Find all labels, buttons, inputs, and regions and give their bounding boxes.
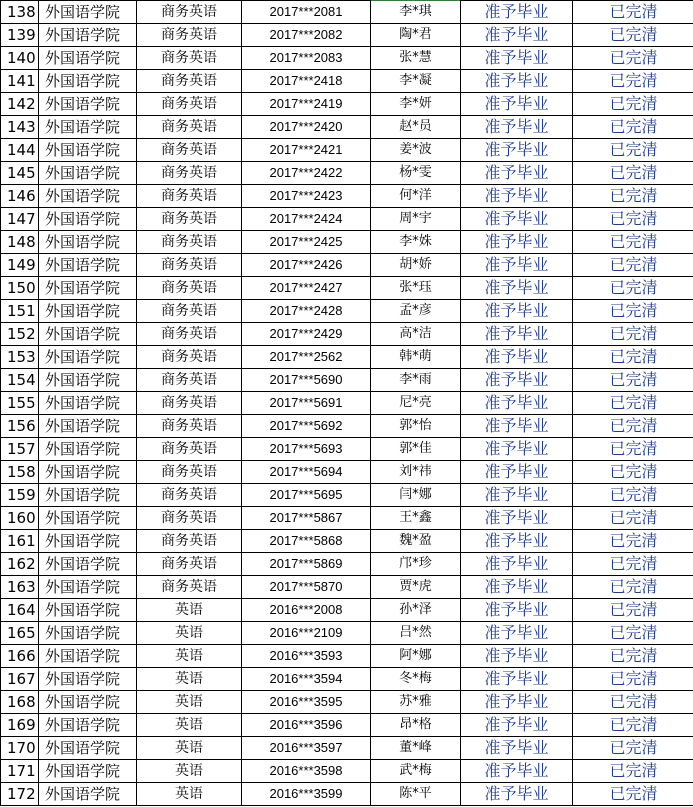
clearance-status-cell[interactable]: 已完清 [573, 714, 693, 737]
student-name-cell[interactable]: 赵*员 [371, 116, 461, 139]
clearance-status-cell[interactable]: 已完清 [573, 139, 693, 162]
student-name-cell[interactable]: 苏*雅 [371, 691, 461, 714]
student-name-cell[interactable]: 李*琪 [371, 1, 461, 24]
row-number[interactable]: 155 [1, 392, 39, 415]
student-id-cell[interactable]: 2016***3594 [242, 668, 371, 691]
row-number[interactable]: 149 [1, 254, 39, 277]
college-cell[interactable]: 外国语学院 [39, 599, 137, 622]
graduation-result-cell[interactable]: 准予毕业 [461, 70, 573, 93]
row-number[interactable]: 161 [1, 530, 39, 553]
graduation-result-cell[interactable]: 准予毕业 [461, 576, 573, 599]
table-row [1, 24, 693, 47]
major-cell[interactable]: 商务英语 [137, 461, 242, 484]
table-row [1, 530, 693, 553]
major-cell[interactable]: 商务英语 [137, 507, 242, 530]
clearance-status-cell[interactable]: 已完清 [573, 254, 693, 277]
major-cell[interactable]: 商务英语 [137, 530, 242, 553]
student-id-cell[interactable]: 2017***5867 [242, 507, 371, 530]
table-row [1, 484, 693, 507]
college-cell[interactable]: 外国语学院 [39, 346, 137, 369]
table-row [1, 70, 693, 93]
table-row [1, 277, 693, 300]
clearance-status-cell[interactable]: 已完清 [573, 461, 693, 484]
row-number[interactable]: 144 [1, 139, 39, 162]
student-id-cell[interactable]: 2017***2422 [242, 162, 371, 185]
table-row [1, 231, 693, 254]
student-id-cell[interactable]: 2017***2429 [242, 323, 371, 346]
clearance-status-cell[interactable]: 已完清 [573, 116, 693, 139]
student-name-cell[interactable]: 王*鑫 [371, 507, 461, 530]
clearance-status-cell[interactable]: 已完清 [573, 277, 693, 300]
student-id-cell[interactable]: 2016***2109 [242, 622, 371, 645]
clearance-status-cell[interactable]: 已完清 [573, 346, 693, 369]
row-number[interactable]: 162 [1, 553, 39, 576]
clearance-status-cell[interactable]: 已完清 [573, 438, 693, 461]
clearance-status-cell[interactable]: 已完清 [573, 208, 693, 231]
row-number[interactable]: 145 [1, 162, 39, 185]
student-name-cell[interactable]: 吕*然 [371, 622, 461, 645]
row-number[interactable]: 138 [1, 1, 39, 24]
college-cell[interactable]: 外国语学院 [39, 93, 137, 116]
student-id-cell[interactable]: 2017***2424 [242, 208, 371, 231]
row-number[interactable]: 147 [1, 208, 39, 231]
row-number[interactable]: 140 [1, 47, 39, 70]
table-row [1, 254, 693, 277]
student-id-cell[interactable]: 2017***2426 [242, 254, 371, 277]
graduation-result-cell[interactable]: 准予毕业 [461, 346, 573, 369]
major-cell[interactable]: 英语 [137, 714, 242, 737]
college-cell[interactable]: 外国语学院 [39, 783, 137, 806]
student-name-cell[interactable]: 郭*怡 [371, 415, 461, 438]
student-name-cell[interactable]: 邝*珍 [371, 553, 461, 576]
graduation-result-cell[interactable]: 准予毕业 [461, 231, 573, 254]
student-name-cell[interactable]: 李*凝 [371, 70, 461, 93]
graduation-result-cell[interactable]: 准予毕业 [461, 461, 573, 484]
major-cell[interactable]: 商务英语 [137, 93, 242, 116]
student-name-cell[interactable]: 武*梅 [371, 760, 461, 783]
student-id-cell[interactable]: 2016***3597 [242, 737, 371, 760]
graduation-result-cell[interactable]: 准予毕业 [461, 162, 573, 185]
student-name-cell[interactable]: 杨*雯 [371, 162, 461, 185]
table-row [1, 622, 693, 645]
major-cell[interactable]: 英语 [137, 668, 242, 691]
clearance-status-cell[interactable]: 已完清 [573, 737, 693, 760]
row-number[interactable]: 151 [1, 300, 39, 323]
major-cell[interactable]: 英语 [137, 737, 242, 760]
graduation-result-cell[interactable]: 准予毕业 [461, 553, 573, 576]
clearance-status-cell[interactable]: 已完清 [573, 783, 693, 806]
major-cell[interactable]: 商务英语 [137, 162, 242, 185]
student-id-cell[interactable]: 2017***2425 [242, 231, 371, 254]
major-cell[interactable]: 商务英语 [137, 484, 242, 507]
graduation-result-cell[interactable]: 准予毕业 [461, 392, 573, 415]
row-number[interactable]: 148 [1, 231, 39, 254]
table-row [1, 645, 693, 668]
major-cell[interactable]: 商务英语 [137, 70, 242, 93]
major-cell[interactable]: 商务英语 [137, 208, 242, 231]
graduation-result-cell[interactable]: 准予毕业 [461, 714, 573, 737]
college-cell[interactable]: 外国语学院 [39, 553, 137, 576]
table-row [1, 47, 693, 70]
college-cell[interactable]: 外国语学院 [39, 185, 137, 208]
graduation-result-cell[interactable]: 准予毕业 [461, 24, 573, 47]
row-number[interactable]: 158 [1, 461, 39, 484]
graduation-result-cell[interactable]: 准予毕业 [461, 116, 573, 139]
student-id-cell[interactable]: 2017***2082 [242, 24, 371, 47]
row-number[interactable]: 171 [1, 760, 39, 783]
college-cell[interactable]: 外国语学院 [39, 162, 137, 185]
row-number[interactable]: 165 [1, 622, 39, 645]
table-row [1, 668, 693, 691]
row-number[interactable]: 150 [1, 277, 39, 300]
student-id-cell[interactable]: 2017***5695 [242, 484, 371, 507]
table-row [1, 346, 693, 369]
row-number[interactable]: 152 [1, 323, 39, 346]
student-name-cell[interactable]: 姜*波 [371, 139, 461, 162]
student-name-cell[interactable]: 刘*祎 [371, 461, 461, 484]
student-id-cell[interactable]: 2017***5868 [242, 530, 371, 553]
student-name-cell[interactable]: 何*洋 [371, 185, 461, 208]
student-id-cell[interactable]: 2017***2420 [242, 116, 371, 139]
major-cell[interactable]: 商务英语 [137, 24, 242, 47]
student-name-cell[interactable]: 孙*泽 [371, 599, 461, 622]
student-id-cell[interactable]: 2017***5694 [242, 461, 371, 484]
graduation-result-cell[interactable]: 准予毕业 [461, 300, 573, 323]
major-cell[interactable]: 商务英语 [137, 576, 242, 599]
graduation-result-cell[interactable]: 准予毕业 [461, 622, 573, 645]
row-number[interactable]: 143 [1, 116, 39, 139]
college-cell[interactable]: 外国语学院 [39, 277, 137, 300]
college-cell[interactable]: 外国语学院 [39, 208, 137, 231]
major-cell[interactable]: 商务英语 [137, 553, 242, 576]
row-number[interactable]: 167 [1, 668, 39, 691]
college-cell[interactable]: 外国语学院 [39, 507, 137, 530]
student-name-cell[interactable]: 孟*彦 [371, 300, 461, 323]
college-cell[interactable]: 外国语学院 [39, 645, 137, 668]
clearance-status-cell[interactable]: 已完清 [573, 47, 693, 70]
college-cell[interactable]: 外国语学院 [39, 576, 137, 599]
row-number[interactable]: 146 [1, 185, 39, 208]
student-name-cell[interactable]: 李*妍 [371, 93, 461, 116]
student-id-cell[interactable]: 2017***2083 [242, 47, 371, 70]
student-id-cell[interactable]: 2017***5692 [242, 415, 371, 438]
student-name-cell[interactable]: 昂*格 [371, 714, 461, 737]
graduation-result-cell[interactable]: 准予毕业 [461, 668, 573, 691]
student-id-cell[interactable]: 2017***2421 [242, 139, 371, 162]
student-name-cell[interactable]: 魏*盈 [371, 530, 461, 553]
major-cell[interactable]: 商务英语 [137, 139, 242, 162]
student-id-cell[interactable]: 2016***2008 [242, 599, 371, 622]
student-name-cell[interactable]: 胡*娇 [371, 254, 461, 277]
college-cell[interactable]: 外国语学院 [39, 461, 137, 484]
graduation-result-cell[interactable]: 准予毕业 [461, 254, 573, 277]
table-row [1, 208, 693, 231]
row-number[interactable]: 160 [1, 507, 39, 530]
student-id-cell[interactable]: 2016***3598 [242, 760, 371, 783]
row-number[interactable]: 157 [1, 438, 39, 461]
student-id-cell[interactable]: 2016***3593 [242, 645, 371, 668]
student-id-cell[interactable]: 2017***2427 [242, 277, 371, 300]
student-id-cell[interactable]: 2017***2562 [242, 346, 371, 369]
table-row [1, 93, 693, 116]
table-row [1, 760, 693, 783]
college-cell[interactable]: 外国语学院 [39, 323, 137, 346]
student-name-cell[interactable]: 陈*平 [371, 783, 461, 806]
student-id-cell[interactable]: 2016***3599 [242, 783, 371, 806]
major-cell[interactable]: 商务英语 [137, 1, 242, 24]
graduation-result-cell[interactable]: 准予毕业 [461, 760, 573, 783]
student-name-cell[interactable]: 韩*萌 [371, 346, 461, 369]
college-cell[interactable]: 外国语学院 [39, 231, 137, 254]
graduation-result-cell[interactable]: 准予毕业 [461, 530, 573, 553]
college-cell[interactable]: 外国语学院 [39, 70, 137, 93]
student-id-cell[interactable]: 2017***5691 [242, 392, 371, 415]
graduation-result-cell[interactable]: 准予毕业 [461, 484, 573, 507]
table-row [1, 162, 693, 185]
row-number[interactable]: 170 [1, 737, 39, 760]
table-row [1, 737, 693, 760]
graduation-result-cell[interactable]: 准予毕业 [461, 208, 573, 231]
college-cell[interactable]: 外国语学院 [39, 415, 137, 438]
table-row [1, 599, 693, 622]
row-number[interactable]: 141 [1, 70, 39, 93]
clearance-status-cell[interactable]: 已完清 [573, 622, 693, 645]
clearance-status-cell[interactable]: 已完清 [573, 185, 693, 208]
major-cell[interactable]: 商务英语 [137, 346, 242, 369]
college-cell[interactable]: 外国语学院 [39, 369, 137, 392]
table-row [1, 691, 693, 714]
major-cell[interactable]: 商务英语 [137, 323, 242, 346]
graduation-result-cell[interactable]: 准予毕业 [461, 93, 573, 116]
clearance-status-cell[interactable]: 已完清 [573, 1, 693, 24]
student-id-cell[interactable]: 2017***5693 [242, 438, 371, 461]
graduation-result-cell[interactable]: 准予毕业 [461, 323, 573, 346]
major-cell[interactable]: 英语 [137, 645, 242, 668]
table-row [1, 139, 693, 162]
student-name-cell[interactable]: 尼*亮 [371, 392, 461, 415]
clearance-status-cell[interactable]: 已完清 [573, 760, 693, 783]
student-id-cell[interactable]: 2017***2418 [242, 70, 371, 93]
table-row [1, 507, 693, 530]
college-cell[interactable]: 外国语学院 [39, 737, 137, 760]
student-name-cell[interactable]: 李*雨 [371, 369, 461, 392]
student-name-cell[interactable]: 冬*梅 [371, 668, 461, 691]
clearance-status-cell[interactable]: 已完清 [573, 24, 693, 47]
row-number[interactable]: 159 [1, 484, 39, 507]
table-row [1, 438, 693, 461]
clearance-status-cell[interactable]: 已完清 [573, 93, 693, 116]
student-name-cell[interactable]: 张*珏 [371, 277, 461, 300]
student-name-cell[interactable]: 李*姝 [371, 231, 461, 254]
graduation-result-cell[interactable]: 准予毕业 [461, 599, 573, 622]
college-cell[interactable]: 外国语学院 [39, 116, 137, 139]
clearance-status-cell[interactable]: 已完清 [573, 507, 693, 530]
row-number[interactable]: 164 [1, 599, 39, 622]
college-cell[interactable]: 外国语学院 [39, 300, 137, 323]
graduation-result-cell[interactable]: 准予毕业 [461, 438, 573, 461]
college-cell[interactable]: 外国语学院 [39, 484, 137, 507]
college-cell[interactable]: 外国语学院 [39, 668, 137, 691]
graduation-result-cell[interactable]: 准予毕业 [461, 369, 573, 392]
student-name-cell[interactable]: 郭*佳 [371, 438, 461, 461]
graduation-result-cell[interactable]: 准予毕业 [461, 139, 573, 162]
row-number[interactable]: 142 [1, 93, 39, 116]
college-cell[interactable]: 外国语学院 [39, 760, 137, 783]
major-cell[interactable]: 英语 [137, 622, 242, 645]
table-row [1, 553, 693, 576]
major-cell[interactable]: 商务英语 [137, 231, 242, 254]
clearance-status-cell[interactable]: 已完清 [573, 231, 693, 254]
student-id-cell[interactable]: 2017***2419 [242, 93, 371, 116]
clearance-status-cell[interactable]: 已完清 [573, 668, 693, 691]
row-number[interactable]: 139 [1, 24, 39, 47]
graduation-result-cell[interactable]: 准予毕业 [461, 185, 573, 208]
student-id-cell[interactable]: 2017***5870 [242, 576, 371, 599]
student-id-cell[interactable]: 2017***2423 [242, 185, 371, 208]
graduation-result-cell[interactable]: 准予毕业 [461, 691, 573, 714]
major-cell[interactable]: 商务英语 [137, 277, 242, 300]
student-id-cell[interactable]: 2016***3596 [242, 714, 371, 737]
table-row [1, 576, 693, 599]
major-cell[interactable]: 商务英语 [137, 47, 242, 70]
graduation-result-cell[interactable]: 准予毕业 [461, 415, 573, 438]
row-number[interactable]: 172 [1, 783, 39, 806]
row-number[interactable]: 163 [1, 576, 39, 599]
student-id-cell[interactable]: 2017***5690 [242, 369, 371, 392]
major-cell[interactable]: 商务英语 [137, 369, 242, 392]
row-number[interactable]: 166 [1, 645, 39, 668]
table-body [1, 1, 693, 806]
table-row [1, 415, 693, 438]
table-row [1, 392, 693, 415]
clearance-status-cell[interactable]: 已完清 [573, 162, 693, 185]
college-cell[interactable]: 外国语学院 [39, 47, 137, 70]
row-number[interactable]: 168 [1, 691, 39, 714]
major-cell[interactable]: 商务英语 [137, 300, 242, 323]
student-id-cell[interactable]: 2016***3595 [242, 691, 371, 714]
clearance-status-cell[interactable]: 已完清 [573, 300, 693, 323]
row-number[interactable]: 154 [1, 369, 39, 392]
student-name-cell[interactable]: 闫*娜 [371, 484, 461, 507]
table-row [1, 714, 693, 737]
graduation-result-cell[interactable]: 准予毕业 [461, 47, 573, 70]
clearance-status-cell[interactable]: 已完清 [573, 576, 693, 599]
major-cell[interactable]: 商务英语 [137, 116, 242, 139]
student-id-cell[interactable]: 2017***2081 [242, 1, 371, 24]
major-cell[interactable]: 商务英语 [137, 185, 242, 208]
student-name-cell[interactable]: 董*峰 [371, 737, 461, 760]
clearance-status-cell[interactable]: 已完清 [573, 392, 693, 415]
student-name-cell[interactable]: 高*洁 [371, 323, 461, 346]
college-cell[interactable]: 外国语学院 [39, 714, 137, 737]
clearance-status-cell[interactable]: 已完清 [573, 415, 693, 438]
college-cell[interactable]: 外国语学院 [39, 530, 137, 553]
clearance-status-cell[interactable]: 已完清 [573, 645, 693, 668]
major-cell[interactable]: 商务英语 [137, 415, 242, 438]
college-cell[interactable]: 外国语学院 [39, 254, 137, 277]
clearance-status-cell[interactable]: 已完清 [573, 530, 693, 553]
college-cell[interactable]: 外国语学院 [39, 622, 137, 645]
student-id-cell[interactable]: 2017***5869 [242, 553, 371, 576]
major-cell[interactable]: 商务英语 [137, 438, 242, 461]
clearance-status-cell[interactable]: 已完清 [573, 70, 693, 93]
major-cell[interactable]: 英语 [137, 760, 242, 783]
row-number[interactable]: 169 [1, 714, 39, 737]
college-cell[interactable]: 外国语学院 [39, 139, 137, 162]
major-cell[interactable]: 商务英语 [137, 392, 242, 415]
clearance-status-cell[interactable]: 已完清 [573, 323, 693, 346]
row-number[interactable]: 156 [1, 415, 39, 438]
clearance-status-cell[interactable]: 已完清 [573, 553, 693, 576]
college-cell[interactable]: 外国语学院 [39, 438, 137, 461]
table-row [1, 300, 693, 323]
clearance-status-cell[interactable]: 已完清 [573, 484, 693, 507]
student-id-cell[interactable]: 2017***2428 [242, 300, 371, 323]
college-cell[interactable]: 外国语学院 [39, 24, 137, 47]
major-cell[interactable]: 商务英语 [137, 254, 242, 277]
table-row [1, 783, 693, 806]
student-name-cell[interactable]: 陶*君 [371, 24, 461, 47]
table-row [1, 116, 693, 139]
graduation-result-cell[interactable]: 准予毕业 [461, 277, 573, 300]
student-name-cell[interactable]: 周*宇 [371, 208, 461, 231]
table-row [1, 461, 693, 484]
major-cell[interactable]: 英语 [137, 783, 242, 806]
table-row [1, 1, 693, 24]
graduation-result-cell[interactable]: 准予毕业 [461, 783, 573, 806]
graduation-result-cell[interactable]: 准予毕业 [461, 507, 573, 530]
graduation-result-cell[interactable]: 准予毕业 [461, 737, 573, 760]
student-name-cell[interactable]: 阿*娜 [371, 645, 461, 668]
college-cell[interactable]: 外国语学院 [39, 691, 137, 714]
college-cell[interactable]: 外国语学院 [39, 1, 137, 24]
clearance-status-cell[interactable]: 已完清 [573, 369, 693, 392]
table-row [1, 369, 693, 392]
graduation-result-cell[interactable]: 准予毕业 [461, 645, 573, 668]
table-row [1, 185, 693, 208]
clearance-status-cell[interactable]: 已完清 [573, 599, 693, 622]
major-cell[interactable]: 英语 [137, 691, 242, 714]
graduation-result-cell[interactable]: 准予毕业 [461, 1, 573, 24]
table-row [1, 323, 693, 346]
college-cell[interactable]: 外国语学院 [39, 392, 137, 415]
major-cell[interactable]: 英语 [137, 599, 242, 622]
clearance-status-cell[interactable]: 已完清 [573, 691, 693, 714]
student-name-cell[interactable]: 张*慧 [371, 47, 461, 70]
row-number[interactable]: 153 [1, 346, 39, 369]
student-name-cell[interactable]: 贾*虎 [371, 576, 461, 599]
